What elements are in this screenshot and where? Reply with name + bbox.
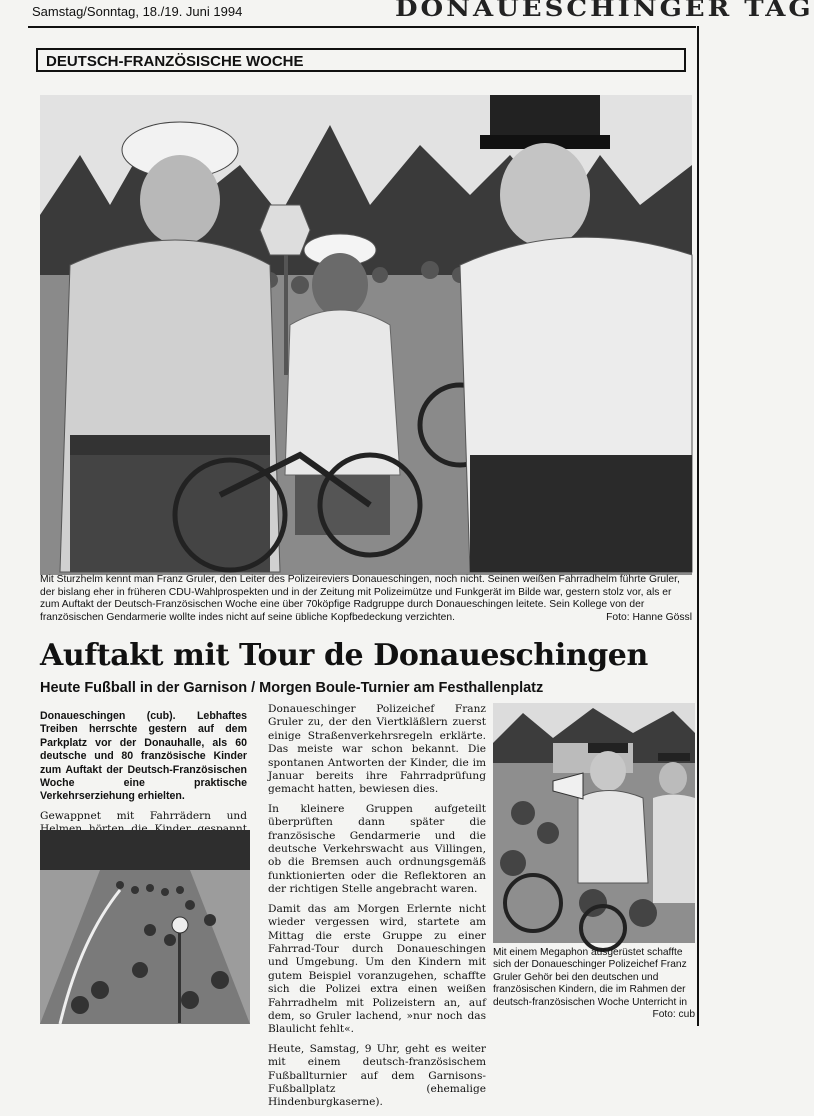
main-photo-image — [40, 95, 692, 572]
caption-text: Mit einem Megaphon ausgerüstet schaffte sich der Donaueschinger Polizeichef Franz Gruler Gehör bei den deutschen und französischen Kindern, die im Rahmen der deutsch-französischen Woche Unterricht in — [493, 947, 688, 1008]
top-rule — [28, 26, 696, 28]
masthead: DONAUESCHINGER TAG — [395, 0, 814, 23]
megaphone-photo — [493, 703, 695, 943]
caption-text: Mit Sturzhelm kennt man Franz Gruler, den Leiter des Polizeireviers Donaueschingen, noch nicht. Seinen weißen Fahrradhelm führte Gruler, der bislang eher in früheren CDU-Wahlprospekten und in der Zeitung mit Polizeimütze und Funkgerät im Bilde war, gestern stolz vor, als er zum Auftakt der Deutsch-Französischen Woche eine über 70köpfige Radgruppe durch Donaueschingen leitete. Sein Kollege von der französischen Gendarmerie wollte indes nicht auf seine übliche Kopfbedeckung verzichten. — [40, 574, 680, 623]
article-paragraph: Gewappnet mit Fahrrädern und — [40, 809, 247, 822]
megaphone-photo-caption — [493, 947, 695, 1021]
dateline: Samstag/Sonntag, 18./19. Juni 1994 — [32, 4, 243, 19]
article-paragraph: In kleinere Gruppen aufgeteilt überprüften dann später die französische Gendarmerie und die deutsche Verkehrswacht aus Villingen, ob die Bremsen auch ordnungsgemäß funktionierten oder die Reflektoren an der richtigen Stelle angebracht waren. — [268, 802, 486, 896]
section-heading: DEUTSCH-FRANZÖSISCHE WOCHE — [36, 48, 686, 72]
article-paragraph: Heute, Samstag, 9 Uhr, geht es weiter mit einem deutsch-französischem Fußballturnier auf dem Garnisons-Fußballplatz (ehemalige Hindenburgkaserne). — [268, 1042, 486, 1109]
bike-tour-photo-image — [40, 830, 250, 1024]
article-column-2 — [268, 703, 486, 1116]
photo-credit: Foto: cub — [652, 1009, 695, 1021]
bike-tour-photo — [40, 830, 250, 1024]
article-lead: Donaueschingen (cub). Lebhaftes Treiben herrschte gestern auf dem Parkplatz vor der Donauhalle, als 60 deutsche und 80 französische Kinder zum Auftakt der Deutsch-Französischen Woche eine praktische Verkehrserziehung erhielten. — [40, 710, 247, 803]
headline: Auftakt mit Tour de Donaueschingen — [40, 638, 648, 673]
photo-credit-inline: Foto: Hanne Gössl — [606, 611, 692, 623]
main-photo — [40, 95, 692, 572]
megaphone-photo-image — [493, 703, 695, 943]
subheadline: Heute Fußball in der Garnison / Morgen Boule-Turnier am Festhallenplatz — [40, 680, 544, 696]
article-paragraph: Donaueschinger Polizeichef Franz Gruler zu, der den Viertkläßlern zuerst einige Straßenverkehrsregeln erklärte. Das meiste war schon bekannt. Die spontanen Antworten der Kinder, die im Januar bereits ihre Fahrradprüfung gemacht hatten, bewiesen dies. — [268, 703, 486, 796]
main-photo-caption — [40, 574, 692, 624]
article-paragraph: Damit das am Morgen Erlernte nicht wieder vergessen wird, startete am Mittag die erste Gruppe zu einer Fahrrad-Tour durch Donaueschingen und Umgebung. Um den Kindern mit gutem Beispiel voranzugehen, schaffte sich die Polizei extra einen weißen Fahrradhelm mit Polizeistern an, auf dem, so Gruler lachend, »nur noch das Blaulicht fehlt«. — [268, 902, 486, 1036]
right-rule — [697, 26, 699, 1026]
